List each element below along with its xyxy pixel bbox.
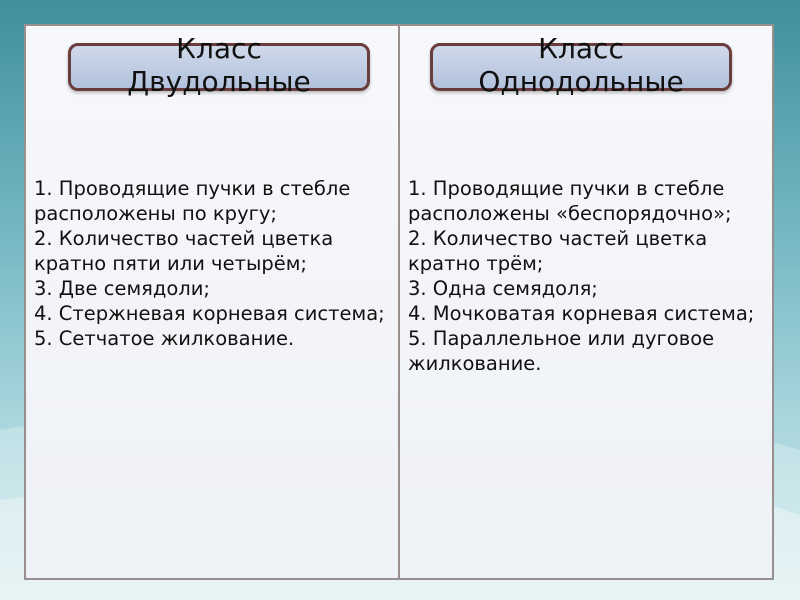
- trait-item: 2. Количество частей цветка кратно пяти или четырём;: [34, 227, 334, 275]
- trait-item: 5. Сетчатое жилкование.: [34, 327, 295, 350]
- trait-item: 3. Две семядоли;: [34, 277, 211, 300]
- comparison-table: [24, 24, 774, 580]
- traits-list-monocots: [408, 176, 768, 376]
- trait-item: 4. Мочковатая корневая система;: [408, 302, 755, 325]
- title-box-dicots: [68, 32, 370, 98]
- column-dicots: [26, 26, 398, 578]
- trait-item: 2. Количество частей цветка кратно трём;: [408, 227, 708, 275]
- title-dicots-line1: Класс: [176, 32, 262, 65]
- title-monocots-line2: Однодольные: [478, 65, 684, 98]
- title-monocots-line1: Класс: [538, 32, 624, 65]
- trait-item: 5. Параллельное или дуговое жилкование.: [408, 327, 715, 375]
- trait-item: 4. Стержневая корневая система;: [34, 302, 385, 325]
- title-box-monocots: [430, 32, 732, 98]
- column-monocots: [398, 26, 772, 578]
- trait-item: 1. Проводящие пучки в стебле расположены «беспорядочно»;: [408, 177, 732, 225]
- title-dicots: [71, 32, 367, 98]
- title-dicots-line2: Двудольные: [127, 65, 311, 98]
- trait-item: 1. Проводящие пучки в стебле расположены по кругу;: [34, 177, 351, 225]
- traits-list-dicots: [34, 176, 394, 351]
- trait-item: 3. Одна семядоля;: [408, 277, 598, 300]
- title-monocots: [433, 32, 729, 98]
